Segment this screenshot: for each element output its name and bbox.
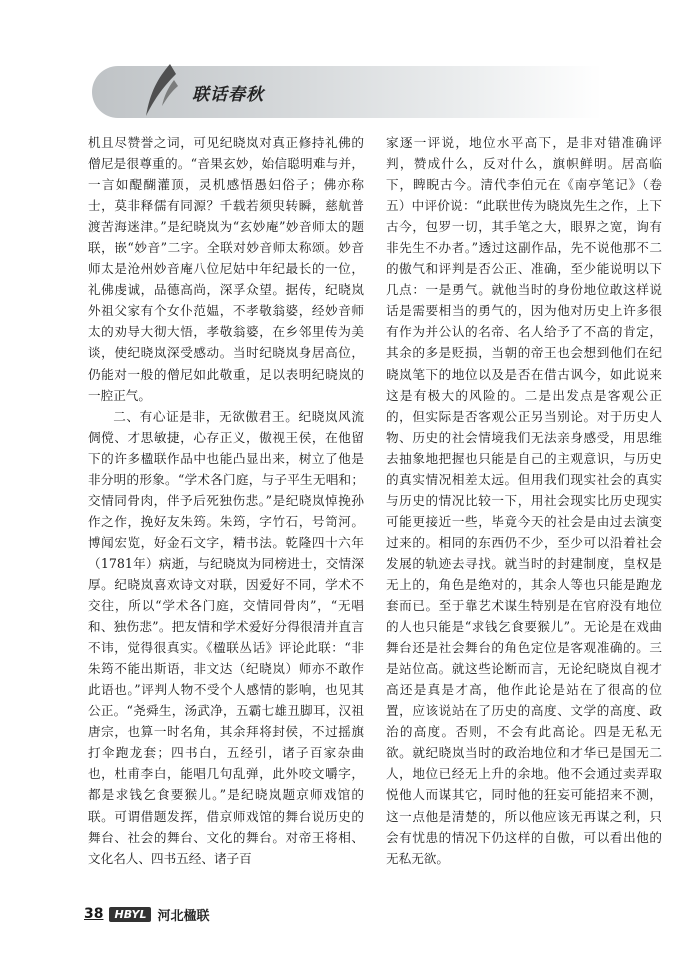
paragraph: 家逐一评说，地位水平高下，是非对错准确评判，赞成什么，反对什么，旗帜鲜明。居高临下，睥睨古今。清代李伯元在《南亭笔记》（卷五）中评价说：“此联世传为晓岚先生之作，上下古今，包罗一切，其手笔之大，眼界之宽，询有非先生不办者。”透过这副作品，先不说他那不二的傲气和评判是否公正、准确，至少能说明以下几点：一是勇气。就他当时的身份地位敢这样说话是需要相当的勇气的，因为他对历史上许多很有作为并公认的名帝、名人给予了不高的肯定，其余的多是贬损，当朝的帝王也会想到他们在纪晓岚笔下的地位以及是否在借古讽今，如此说来这是有极大的风险的。二是出发点是客观公正的，但实际是否客观公正另当别论。对于历史人物、历史的社会情境我们无法亲身感受，用思维去抽象地把握也只能是自己的主观意识，与历史的真实情况相差太远。但用我们现实社会的真实与历史的情况比较一下，用社会现实比历史现实可能更接近一些，毕竟今天的社会是由过去演变过来的。相同的东西仍不少，至少可以沿着社会发展的轨迹去寻找。就当时的封建制度，皇权是无上的，角色是绝对的，其余人等也只能是跑龙套而已。至于靠艺术谋生特别是在官府没有地位的人也只能是“求钱乞食要猴儿”。无论是在戏曲舞台还是社会舞台的角色定位是客观准确的。三是站位高。就这些论断而言，无论纪晓岚自视才高还是真是才高，他作此论是站在了很高的位置，应该说站在了历史的高度、文学的高度、政治的高度。否则，不会有此高论。四是无私无欲。就纪晓岚当时的政治地位和才华已是国无二人，地位已经无上升的余地。他不会通过卖弄取悦他人而谋其它，同时他的狂妄可能招来不测，这一点他是清楚的，所以他应该无再谋之利，只会有忧患的情况下仍这样的自傲，可以看出他的无私无欲。 bbox=[386, 135, 662, 866]
paragraph: 机且尽赞誉之词，可见纪晓岚对真正修持礼佛的僧尼是很尊重的。“音果玄妙，始信聪明难与并，一言如醍醐灌顶，灵机感悟愚妇俗子；佛亦称士，莫非释儒有同源？千载若须臾转瞬，慈航普渡苦海迷津。”是纪晓岚为“玄妙庵”妙音师太的题联，嵌“妙音”二字。全联对妙音师太称颂。妙音师太是沧州妙音庵八位尼姑中年纪最长的一位，礼佛虔诚，品德高尚，深孚众望。据传，纪晓岚外祖父家有个女仆范媪，不孝敬翁婆，经妙音师太的劝导大彻大悟，孝敬翁婆，在乡邻里传为美谈，使纪晓岚深受感动。当时纪晓岚身居高位，仍能对一般的僧尼如此敬重，足以表明纪晓岚的一腔正气。 bbox=[88, 135, 364, 403]
journal-name: 河北楹联 bbox=[157, 908, 210, 924]
paragraph: 二、有心证是非，无欲傲君王。纪晓岚风流倜傥、才思敏捷，心存正义，傲视王侯，在他留下的许多楹联作品中也能凸显出来，树立了他是非分明的形象。“学术各门庭，与子平生无唱和；交情同骨肉，伴予后死独伤悲。”是纪晓岚悼挽孙作之作，挽好友朱筠。朱筠，字竹石，号笥河。博闻宏览，好金石文字，精书法。乾隆四十六年（1781年）病逝，与纪晓岚为同榜进士，交情深厚。纪晓岚喜欢诗文对联，因爱好不同，学术不交往，所以“学术各门庭，交情同骨肉”，“无唱和、独伤悲”。把友情和学术爱好分得很清并直言不讳，觉得很真实。《楹联丛话》评论此联：“非朱筠不能出斯语，非文达（纪晓岚）师亦不敢作此语也。”评判人物不受个人感情的影响，也见其公正。“尧舜生，汤武净，五霸七雄丑脚耳，汉祖唐宗，也算一时名角，其余拜将封侯，不过摇旗打伞跑龙套；四书白，五经引，诸子百家杂曲也，杜甫李白，能唱几句乱弹，此外咬文嚼字，都是求钱乞食要猴儿。”是纪晓岚题京师戏馆的联。可谓借题发挥，借京师戏馆的舞台说历史的舞台、社会的舞台、文化的舞台。对帝王将相、文化名人、四书五经、诸子百 bbox=[88, 408, 364, 866]
page-footer bbox=[84, 904, 209, 924]
journal-logo: HBYL bbox=[109, 907, 151, 922]
section-title: 联话春秋 bbox=[192, 85, 264, 105]
page-number: 38 bbox=[84, 906, 104, 922]
article-column-left bbox=[88, 132, 364, 869]
brush-stroke-icon bbox=[140, 60, 180, 122]
article-column-right bbox=[386, 132, 662, 869]
